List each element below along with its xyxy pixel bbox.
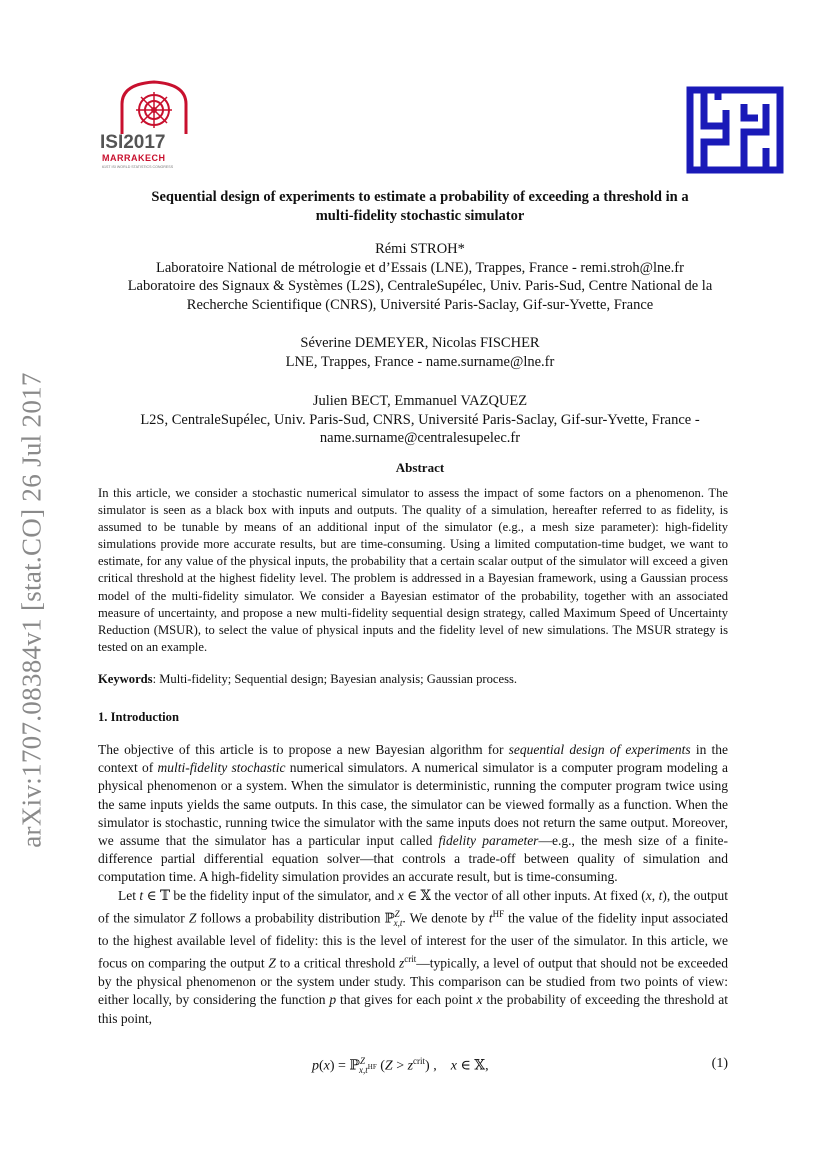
affiliation-line: Laboratoire National de métrologie et d’Essais (LNE), Trappes, France - remi.stroh@lne.fr: [156, 259, 684, 276]
keywords-list: : Multi-fidelity; Sequential design; Bayesian analysis; Gaussian process.: [152, 672, 518, 686]
affiliation-line: Laboratoire des Signaux & Systèmes (L2S), CentraleSupélec, Univ. Paris-Sud, Centre National de la: [127, 278, 713, 294]
isi-logo-text: ISI2017: [100, 132, 166, 153]
author-name-3: Julien BECT, Emmanuel VAZQUEZ: [312, 393, 528, 409]
equation-number: (1): [711, 1056, 728, 1071]
author-name-2: Séverine DEMEYER, Nicolas FISCHER: [300, 335, 540, 351]
author-block-1: [90, 240, 750, 314]
paragraph-1: The objective of this article is to propose a new Bayesian algorithm for sequential design of experiments in the context of multi-fidelity stochastic numerical simulators. A numerical simulator is a computer program modeling a physical phenomenon or a system. When the simulator is deterministic, running the computer program twice using the same inputs yields the same outputs. In this case, the simulator can be viewed formally as a function. When the simulator is stochastic, running twice the simulator with the same inputs does not return the same output. Moreover, we assume that the simulator has a particular input called fidelity parameter—e.g., the mesh size of a finite-difference partial differential equation solver—that controls a trade-off between quality of simulation and computation time. A high-fidelity simulation provides an accurate result, but is time-consuming.: [98, 742, 729, 885]
introduction-body: [98, 741, 728, 1028]
arxiv-sidebar: [8, 330, 56, 890]
institution-logo: [686, 86, 784, 174]
affiliation-line: LNE, Trappes, France - name.surname@lne.fr: [285, 353, 555, 370]
paragraph-2: Let t ∈ 𝕋 be the fidelity input of the simulator, and x ∈ 𝕏 the vector of all other inputs. At fixed (x, t), the output of the simulator Z follows a probability distribution ℙ$^Z_{x,t}$. We denote by $t^{HF}$ the value of the fidelity input associated to the highest available level of fidelity: this is the level of interest for the user of the simulator. In this article, we focus on comparing the output Z to a critical threshold $z^{crit}—typically$, a level of output that should not be exceeded by the physical phenomenon or the system under study. This comparison can be studied from two points of view: either locally, by considering the function p that gives for each point x the probability of exceeding the threshold at this point,: [98, 887, 729, 1026]
author-block-2: [90, 334, 750, 371]
paper-title: [90, 188, 750, 226]
affiliation-line: L2S, CentraleSupélec, Univ. Paris-Sud, CNRS, Université Paris-Saclay, Gif-sur-Yvette, France -: [140, 411, 700, 428]
keywords-label: Keywords: [98, 672, 153, 686]
isi-logo-subtitle: 61ST ISI WORLD STATISTICS CONGRESS: [102, 165, 174, 169]
section-heading: 1. Introduction: [98, 710, 179, 724]
isi-logo: [100, 80, 210, 180]
maze-logo-icon: [686, 86, 784, 174]
keywords: [98, 672, 728, 687]
equation-formula: p(x) = ℙ$^Z_{x,t^{HF}}$ $(Z > z^{crit})$ , x ∈ 𝕏,: [312, 1056, 489, 1076]
abstract-heading: Abstract: [395, 460, 445, 475]
affiliation-line: Recherche Scientifique (CNRS), Université Paris-Saclay, Gif-sur-Yvette, France: [186, 296, 654, 313]
isi-logo-city: MARRAKECH: [102, 153, 166, 163]
abstract-text: In this article, we consider a stochastic numerical simulator to assess the impact of some factors on a phenomenon. The simulator is seen as a black box with inputs and outputs. The quality of a simulation, hereafter referred to as fidelity, is assumed to be tunable by means of an additional input of the simulator (e.g., a mesh size parameter): high-fidelity simulations provide more accurate results, but are time-consuming. Using a limited computation-time budget, we want to estimate, for any value of the physical inputs, the probability that a certain scalar output of the simulator will exceed a given critical threshold at the highest fidelity level. The problem is addressed in a Bayesian framework, using a Gaussian process model of the multi-fidelity simulator. We consider a Bayesian estimator of the probability, together with an associated measure of uncertainty, and propose a new multi-fidelity sequential design strategy, called Maximum Speed of Uncertainty Reduction (MSUR), to select the value of physical inputs and the fidelity level of new simulations. The MSUR strategy is tested on an example.: [98, 486, 728, 654]
equation-1: [98, 1056, 728, 1078]
arxiv-identifier: arXiv:1707.08384v1 [stat.CO] 26 Jul 2017: [16, 372, 47, 848]
isi-emblem-icon: [114, 80, 194, 136]
author-name-1: Rémi STROH*: [375, 241, 465, 257]
affiliation-line: name.surname@centralesupelec.fr: [319, 430, 521, 446]
title-line-1: Sequential design of experiments to estimate a probability of exceeding a threshold in a: [151, 189, 689, 205]
author-block-3: [90, 392, 750, 448]
title-line-2: multi-fidelity stochastic simulator: [315, 208, 525, 224]
